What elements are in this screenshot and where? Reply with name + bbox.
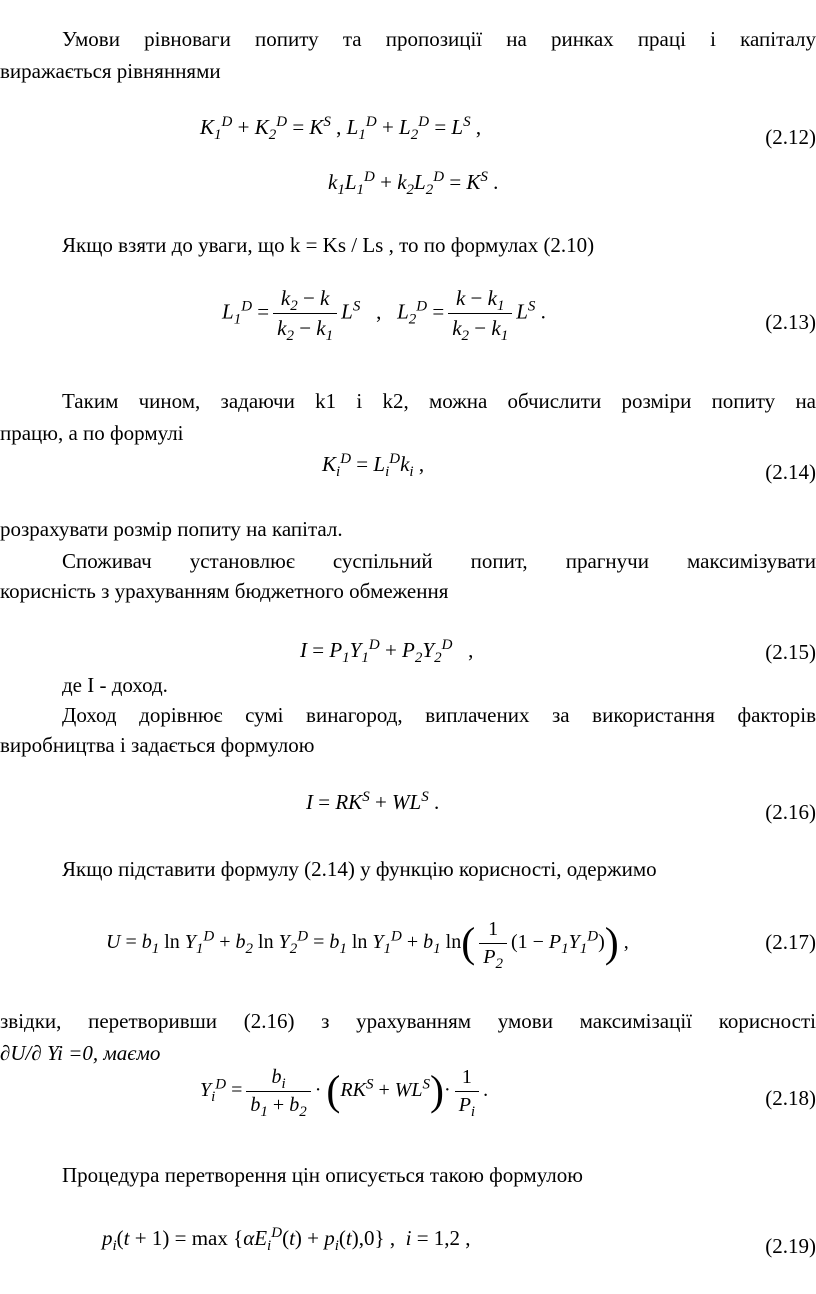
equation-number-2-14: (2.14) [765, 460, 816, 484]
equation-number-2-18: (2.18) [765, 1086, 816, 1110]
paragraph-1-line-1: Умови рівноваги попиту та пропозиції на ринках праці і капіталу [62, 27, 816, 51]
paragraph-10: Процедура перетворення цін описується такою формулою [62, 1163, 583, 1187]
equation-2-17: $U = b_1$ $\ln Y_1^D + b_2$ $\ln Y_2^D = b_1$ $\ln Y_1^D + b_1$ ln( $\frac{1}{P_2}$ $(1 - P_1Y_1^D)$) , [106, 918, 629, 972]
equation-2-12-line-1: $K_1^D + K_2^D = K^S$ , $L_1^D + L_2^D = L^S$ , [200, 114, 482, 144]
equation-2-19: $p_i(t + 1) = \max \{\alpha E_i^D(t) + p_i(t),0\}$ , i = 1,2 , [102, 1225, 471, 1255]
paragraph-9-line-2: ∂U/∂ Yi =0, маємо [0, 1041, 161, 1065]
equation-2-12-line-2: $k_1L_1^D + k_2L_2^D = K^S$ . [328, 169, 499, 199]
equation-2-16: $I = RK^S + WL^S$ . [306, 789, 440, 814]
paragraph-7-line-2: виробництва і задається формулою [0, 733, 315, 757]
paragraph-4: розрахувати розмір попиту на капітал. [0, 517, 343, 541]
paragraph-3-line-2: працю, а по формулі [0, 421, 184, 445]
paragraph-7-line-1: Доход дорівнює сумі винагород, виплачених за використання факторів [62, 703, 816, 727]
paragraph-5-line-1: Споживач установлює суспільний попит, прагнучи максимізувати [62, 549, 816, 573]
equation-number-2-12: (2.12) [765, 125, 816, 149]
paragraph-8: Якщо підставити формулу (2.14) у функцію корисності, одержимо [62, 857, 657, 881]
paragraph-2: Якщо взяти до уваги, що k = Ks / Ls , то по формулах (2.10) [62, 233, 595, 257]
equation-number-2-19: (2.19) [765, 1234, 816, 1258]
paragraph-6: де I - доход. [62, 673, 168, 697]
equation-number-2-17: (2.17) [765, 930, 816, 954]
equation-2-13: $L_1^D$ = $\frac{k_2 - k}{k_2 - k_1}$ $L^S$ , $L_2^D$ = $\frac{k - k_1}{k_2 - k_1}$ $L^S$ . [222, 286, 546, 345]
equation-2-18: $Y_i^D$ = $\frac{b_i}{b_1 + b_2}$ · $(RK^S + WL^S)\cdot$ $\frac{1}{P_i}$ . [200, 1066, 489, 1120]
paragraph-9-line-1: звідки, перетворивши (2.16) з урахуванням умови максимізації корисності [0, 1009, 816, 1033]
equation-2-14: $K_i^D = L_i^Dk_i$ , [322, 451, 425, 481]
equation-2-15: $I = P_1Y_1^D + P_2Y_2^D$ , [300, 637, 474, 667]
equation-number-2-15: (2.15) [765, 640, 816, 664]
equation-number-2-13: (2.13) [765, 310, 816, 334]
paragraph-1-line-2: виражається рівняннями [0, 59, 221, 83]
equation-number-2-16: (2.16) [765, 800, 816, 824]
paragraph-3-line-1: Таким чином, задаючи k1 і k2, можна обчислити розміри попиту на [62, 389, 816, 413]
paragraph-5-line-2: корисність з урахуванням бюджетного обмеження [0, 579, 449, 603]
